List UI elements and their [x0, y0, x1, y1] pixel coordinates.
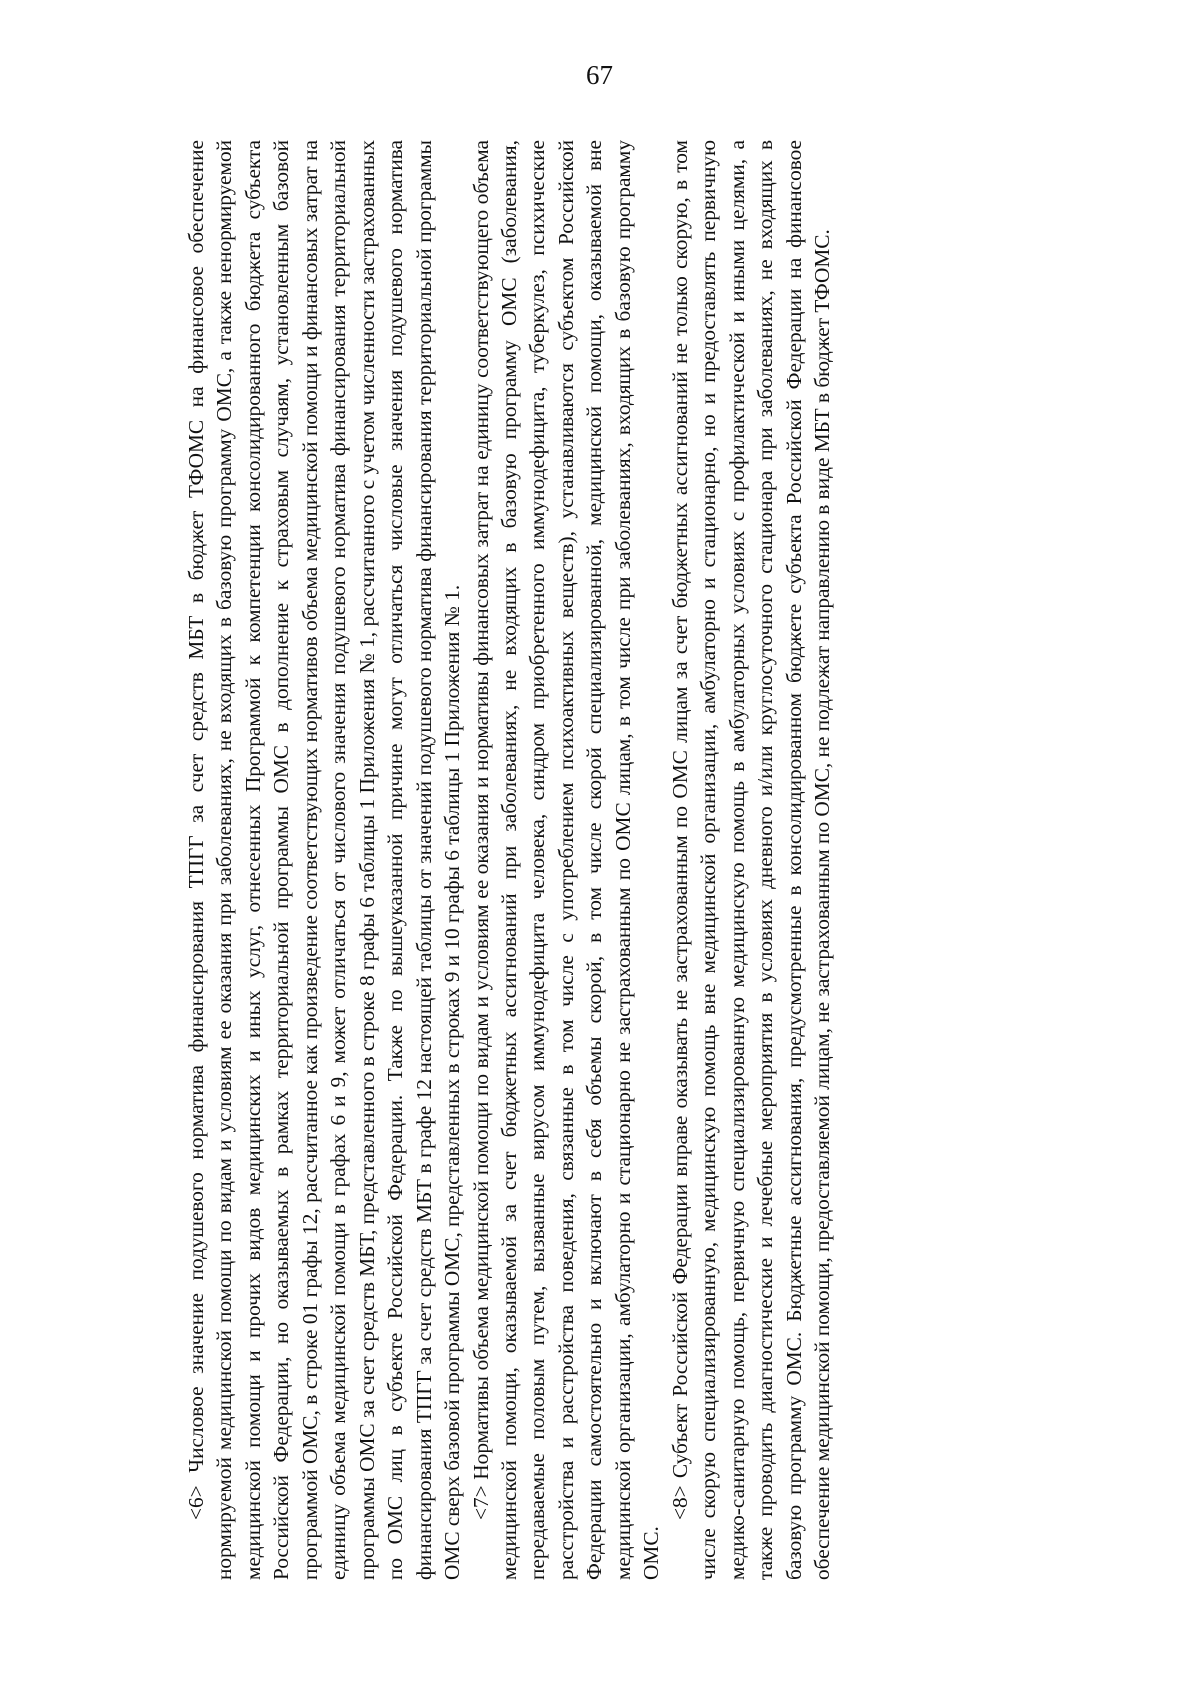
rotated-footnotes-block — [182, 140, 1072, 1580]
footnote-6 — [182, 140, 467, 1580]
footnote-text: Нормативы объема медицинской помощи по видам и условиям ее оказания и нормативы финансовых затрат на единицу соответствующего объема медицинской помощи, оказываемой за счет бюджетных ассигнований при заболеваниях, не входящих в базовую программу ОМС (заболевания, передаваемые половым путем, вызванные вирусом иммунодефицита человека, синдром приобретенного иммунодефицита, туберкулез, психические расстройства и расстройства поведения, связанные в том числе с употреблением психоактивных веществ), устанавливаются субъектом Российской Федерации самостоятельно и включают в себя объемы скорой, в том числе скорой специализированной, медицинской помощи, оказываемой вне медицинской организации, амбулаторно и стационарно не застрахованным по ОМС лицам, в том числе при заболеваниях, входящих в базовую программу ОМС. — [468, 140, 664, 1580]
footnote-marker: <6> — [184, 1485, 208, 1520]
footnote-8 — [666, 140, 837, 1580]
page-number: 67 — [586, 60, 613, 90]
footnote-marker: <7> — [468, 1485, 493, 1520]
footnote-marker: <8> — [667, 1485, 692, 1520]
footnote-7 — [467, 140, 666, 1580]
footnote-text: Субъект Российской Федерации вправе оказывать не застрахованным по ОМС лицам за счет бюджетных ассигнований не только скорую, в том числе скорую специализированную, медицинскую помощь вне медицинской организации, амбулаторно и стационарно, но и предоставлять первичную медико-санитарную помощь, первичную специализированную медицинскую помощь в амбулаторных условиях с профилактической и иными целями, а также проводить диагностические и лечебные мероприятия в условиях дневного и/или круглосуточного стационара при заболеваниях, не входящих в базовую программу ОМС. Бюджетные ассигнования, предусмотренные в консолидированном бюджете субъекта Российской Федерации на финансовое обеспечение медицинской помощи, предоставляемой лицам, не застрахованным по ОМС, не подлежат направлению в виде МБТ в бюджет ТФОМС. — [667, 140, 834, 1580]
footnote-text: Числовое значение подушевого норматива финансирования ТПГГ за счет средств МБТ в бюджет ТФОМС на финансовое обеспечение нормируемой медицинской помощи по видам и условиям ее оказания при заболеваниях, не входящих в базовую программу ОМС, а также ненормируемой медицинской помощи и прочих видов медицинских и иных услуг, отнесенных Программой к компетенции консолидированного бюджета субъекта Российской Федерации, но оказываемых в рамках территориальной программы ОМС в дополнение к страховым случаям, установленным базовой программой ОМС, в строке 01 графы 12, рассчитанное как произведение соответствующих нормативов объема медицинской помощи и финансовых затрат на единицу объема медицинской помощи в графах 6 и 9, может отличаться от числового значения подушевого норматива финансирования территориальной программы ОМС за счет средств МБТ, представленного в строке 8 графы 6 таблицы 1 Приложения № 1, рассчитанного с учетом численности застрахованных по ОМС лиц в субъекте Российской Федерации. Также по вышеуказанной причине могут отличаться числовые значения подушевого норматива финансирования ТПГГ за счет средств МБТ в графе 12 настоящей таблицы от значений подушевого норматива финансирования территориальной программы ОМС сверх базовой программы ОМС, представленных в строках 9 и 10 графы 6 таблицы 1 Приложения № 1. — [184, 139, 465, 1580]
